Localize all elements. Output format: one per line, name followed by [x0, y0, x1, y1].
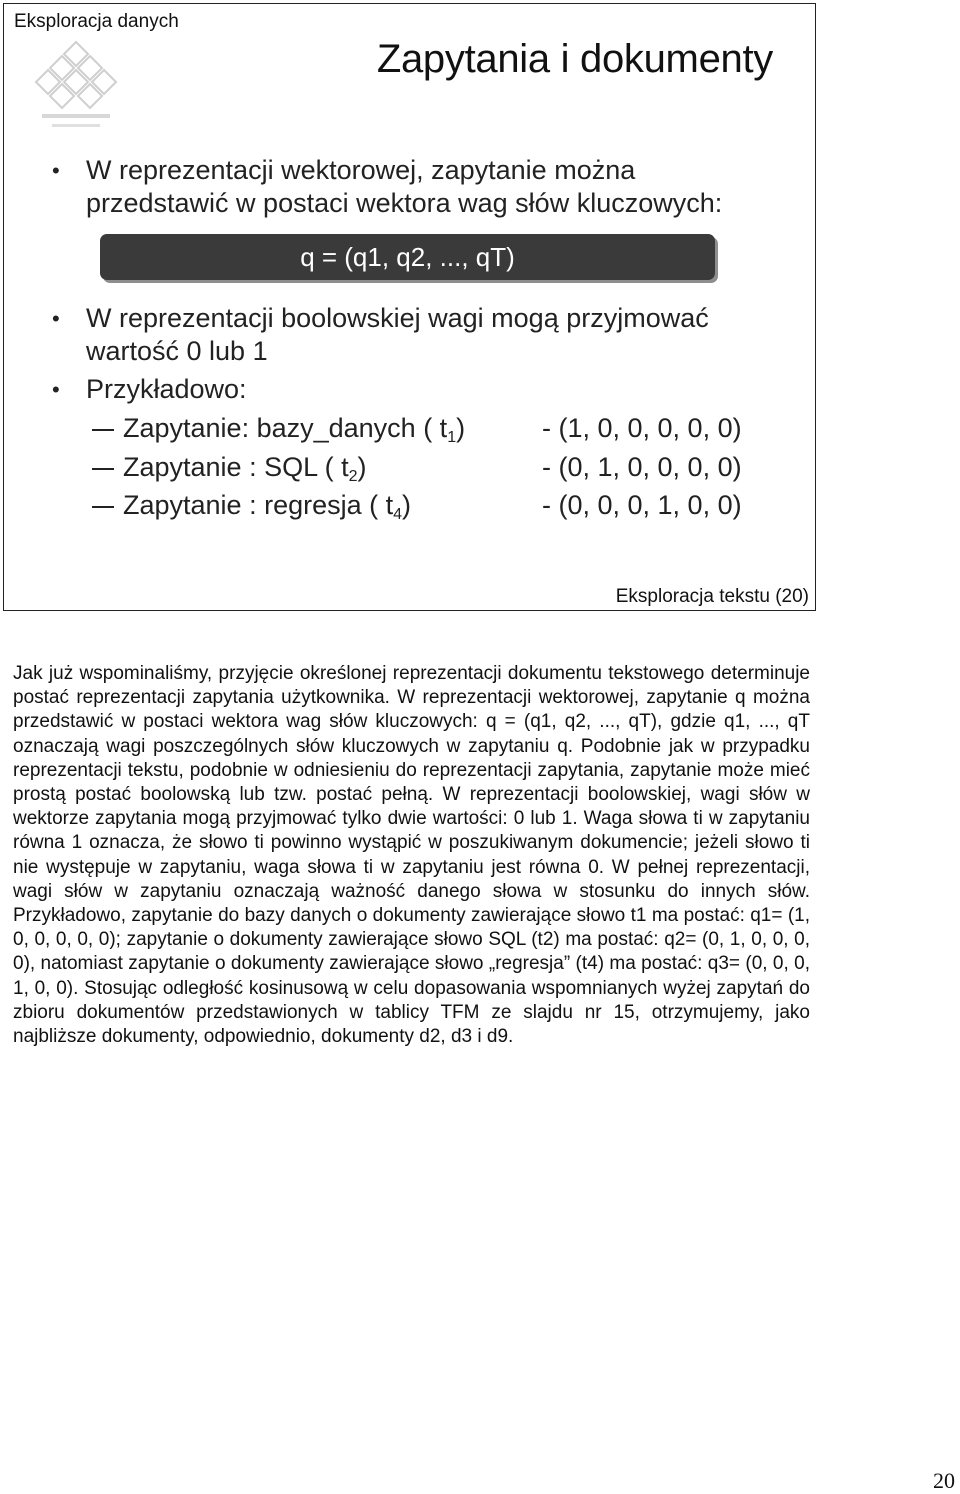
dash-marker — [92, 506, 114, 508]
dash-marker — [92, 429, 114, 431]
bullet-line: W reprezentacji boolowskiej wagi mogą przyjmować — [86, 303, 709, 333]
query-vector: - (0, 1, 0, 0, 0, 0) — [542, 452, 742, 482]
query-vector: - (1, 0, 0, 0, 0, 0) — [542, 413, 742, 443]
speaker-notes: Jak już wspominaliśmy, przyjęcie określonej reprezentacji dokumentu tekstowego determinuje postać reprezentacji zapytania użytkownika. W reprezentacji wektorowej, zapytanie q można przedstawić w postaci wektora wag słów kluczowych: q = (q1, q2, ..., qT), gdzie q1, ..., qT oznaczają wagi poszczególnych słów kluczowych w zapytaniu q. Podobnie jak w przypadku reprezentacji tekstu, podobnie w odniesieniu do reprezentacji zapytania, zapytanie może mieć prostą postać boolowską lub tzw. postać pełną. W reprezentacji boolowskiej, wagi słów w wektorze zapytania mogą przyjmować tylko dwie wartości: 0 lub 1. Waga słowa ti w zapytaniu równa 1 oznacza, że słowo ti powinno wystąpić w poszukiwanym dokumencie; jeżeli słowo ti nie występuje w zapytaniu, waga słowa ti w zapytaniu jest równa 0. W pełnej reprezentacji, wagi słów w zapytaniu oznaczają ważność danego słowa w stosunku do innych słów. Przykładowo, zapytanie do bazy danych o dokumenty zawierające słowo t1 ma postać: q1= (1, 0, 0, 0, 0, 0); zapytanie o dokumenty zawierające słowo SQL (t2) ma postać: q2= (0, 1, 0, 0, 0, 0), natomiast zapytanie o dokumenty zawierające słowo „regresja” (t4) ma postać: q3= (0, 0, 0, 1, 0, 0). Stosując odległość kosinusową w celu dopasowania wspomnianych wyżej zapytań do zbioru dokumentów przedstawionych w tablicy TFM ze slajdu nr 15, otrzymujemy, jako najbliższe dokumenty, odpowiednio, dokumenty d2, d3 i d9. — [13, 663, 810, 1048]
logo-icon — [26, 36, 126, 134]
query-label-end: ) — [357, 452, 367, 482]
query-label-end: ) — [456, 413, 466, 443]
query-label: Zapytanie : SQL ( t — [123, 452, 349, 482]
query-vector: - (0, 0, 0, 1, 0, 0) — [542, 490, 742, 520]
formula-box — [100, 234, 715, 280]
query-label: Zapytanie : regresja ( t — [123, 490, 394, 520]
slide — [3, 3, 816, 611]
bullet-dot-icon: • — [52, 306, 60, 331]
formula-text: q = (q1, q2, ..., qT) — [300, 241, 515, 272]
slide-footer: Eksploracja tekstu (20) — [615, 586, 809, 607]
slide-title: Zapytania i dokumenty — [376, 37, 773, 81]
query-label-end: ) — [402, 490, 412, 520]
bullet-line: wartość 0 lub 1 — [86, 336, 268, 366]
bullet-line: W reprezentacji wektorowej, zapytanie można — [86, 155, 636, 185]
query-label: Zapytanie: bazy_danych ( t — [123, 413, 448, 443]
term-index: 4 — [393, 506, 403, 523]
term-index: 1 — [447, 429, 457, 446]
page-number: 20 — [933, 1468, 955, 1493]
slide-header: Eksploracja danych — [14, 11, 179, 32]
bullet-dot-icon: • — [52, 158, 60, 183]
term-index: 2 — [348, 468, 358, 485]
bullet-line: przedstawić w postaci wektora wag słów kluczowych: — [86, 188, 723, 218]
bullet-dot-icon: • — [52, 377, 60, 402]
bullet-line: Przykładowo: — [86, 374, 247, 404]
dash-marker — [92, 468, 114, 470]
